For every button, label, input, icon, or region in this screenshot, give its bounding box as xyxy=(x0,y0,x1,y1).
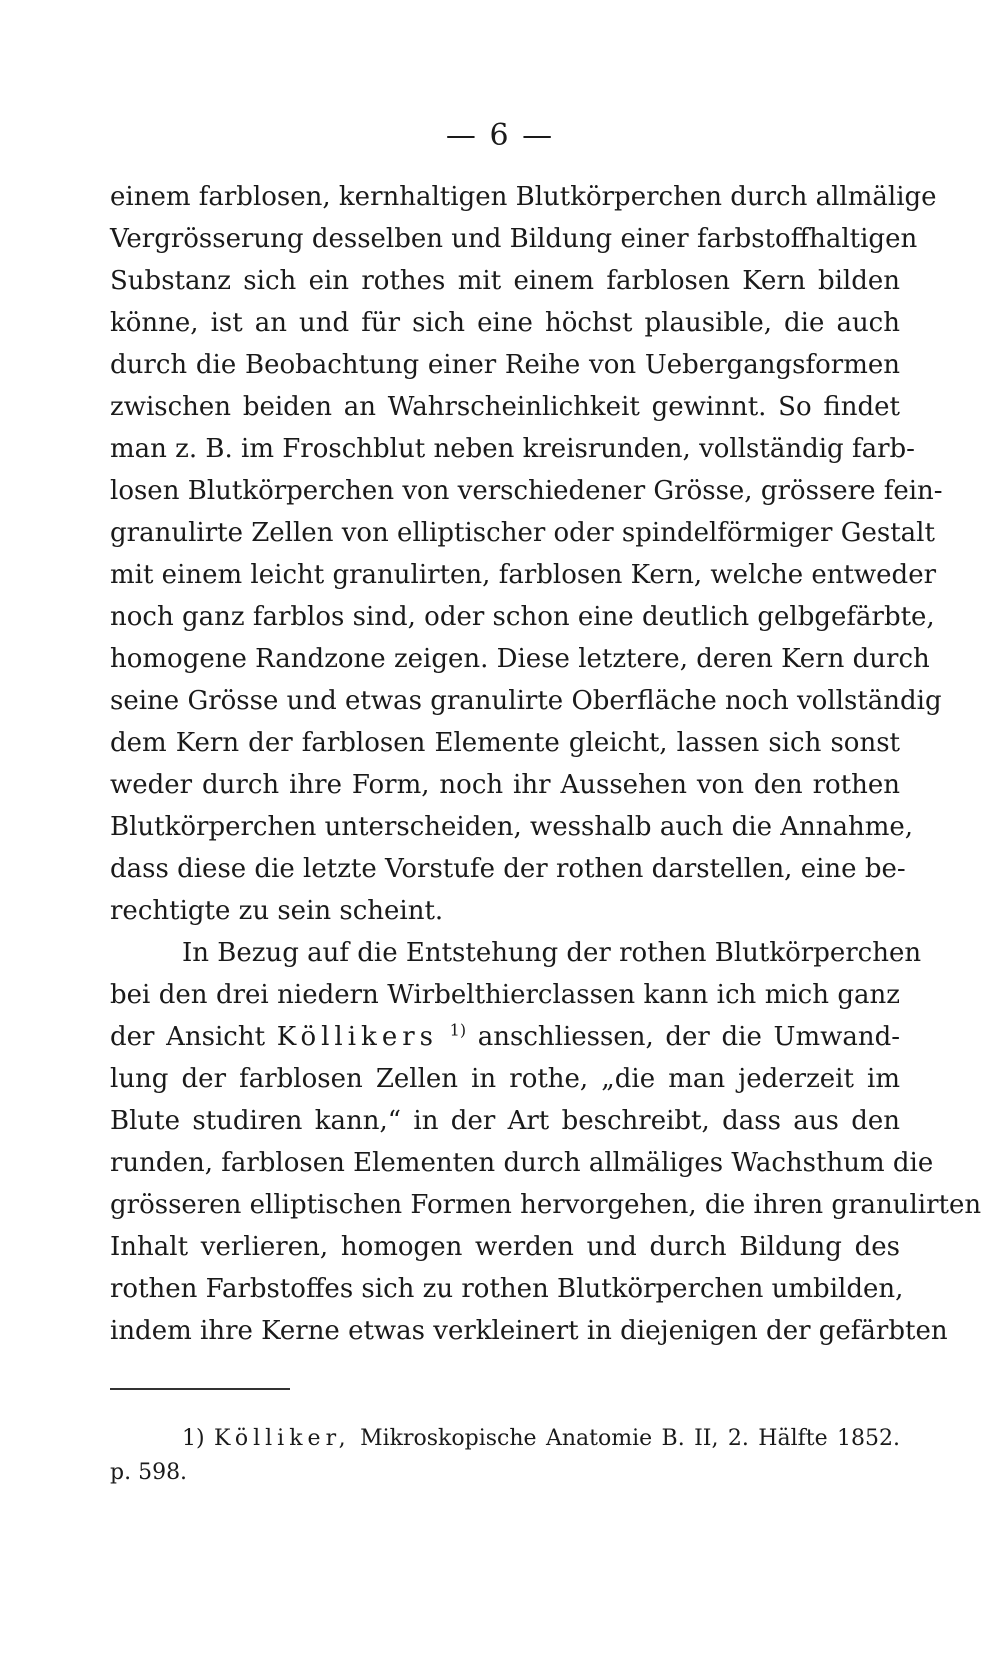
footnote-line xyxy=(110,1422,900,1456)
text-line: dem Kern der farblosen Elemente gleicht, lassen sich sonst xyxy=(110,728,900,758)
text-line: rothen Farbstoffes sich zu rothen Blutkörperchen umbilden, xyxy=(110,1274,904,1304)
text-line: noch ganz farblos sind, oder schon eine deutlich gelbgefärbte, xyxy=(110,602,935,632)
text-line: granulirte Zellen von elliptischer oder spindelförmiger Gestalt xyxy=(110,518,935,548)
author-name-spaced: Köllikers xyxy=(276,1022,438,1052)
text-line: grösseren elliptischen Formen hervorgehen, die ihren granulirten xyxy=(110,1190,982,1220)
text-fragment: anschliessen, der die Umwand- xyxy=(477,1022,901,1052)
text-line: dass diese die letzte Vorstufe der rothen darstellen, eine be- xyxy=(110,854,906,884)
text-line: weder durch ihre Form, noch ihr Aussehen von den rothen xyxy=(110,770,900,800)
footnote-reference: 1) xyxy=(449,1020,467,1040)
text-line: Vergrösserung desselben und Bildung einer farbstoffhaltigen xyxy=(110,224,918,254)
text-line: bei den drei niedern Wirbelthierclassen kann ich mich ganz xyxy=(110,980,900,1010)
page-number: — 6 — xyxy=(445,118,555,153)
text-line: runden, farblosen Elementen durch allmäliges Wachsthum die xyxy=(110,1148,934,1178)
body-text xyxy=(110,176,982,1352)
footnote-line: p. 598. xyxy=(110,1460,188,1485)
text-line: seine Grösse und etwas granulirte Oberfläche noch vollständig xyxy=(110,686,942,716)
text-line: man z. B. im Froschblut neben kreisrunden, vollständig farb- xyxy=(110,434,915,464)
text-line: Inhalt verlieren, homogen werden und durch Bildung des xyxy=(110,1232,900,1262)
text-line: indem ihre Kerne etwas verkleinert in diejenigen der gefärbten xyxy=(110,1316,948,1346)
text-line: homogene Randzone zeigen. Diese letztere, deren Kern durch xyxy=(110,644,930,674)
footnote-author: Kölliker, xyxy=(214,1426,351,1451)
footnote-divider xyxy=(110,1388,290,1390)
text-line: Blute studiren kann,“ in der Art beschreibt, dass aus den xyxy=(110,1106,900,1136)
text-line-paragraph-start: In Bezug auf die Entstehung der rothen Blutkörperchen xyxy=(182,938,922,968)
text-line: durch die Beobachtung einer Reihe von Uebergangsformen xyxy=(110,350,900,380)
text-line: zwischen beiden an Wahrscheinlichkeit gewinnt. So findet xyxy=(110,392,900,422)
footnote xyxy=(110,1422,900,1490)
text-line: losen Blutkörperchen von verschiedener Grösse, grössere fein- xyxy=(110,476,943,506)
footnote-text: Mikroskopische Anatomie B. II, 2. Hälfte 1852. xyxy=(360,1426,901,1451)
footnote-marker: 1) xyxy=(182,1426,205,1451)
text-line: könne, ist an und für sich eine höchst plausible, die auch xyxy=(110,308,900,338)
text-line: Substanz sich ein rothes mit einem farblosen Kern bilden xyxy=(110,266,900,296)
text-line: mit einem leicht granulirten, farblosen Kern, welche entweder xyxy=(110,560,937,590)
text-line: Blutkörperchen unterscheiden, wesshalb auch die Annahme, xyxy=(110,812,914,842)
text-line: lung der farblosen Zellen in rothe, „die man jederzeit im xyxy=(110,1064,900,1094)
text-fragment: der Ansicht xyxy=(110,1022,266,1052)
text-line: einem farblosen, kernhaltigen Blutkörperchen durch allmälige xyxy=(110,182,937,212)
text-line xyxy=(110,1016,900,1058)
text-line: rechtigte zu sein scheint. xyxy=(110,896,444,926)
